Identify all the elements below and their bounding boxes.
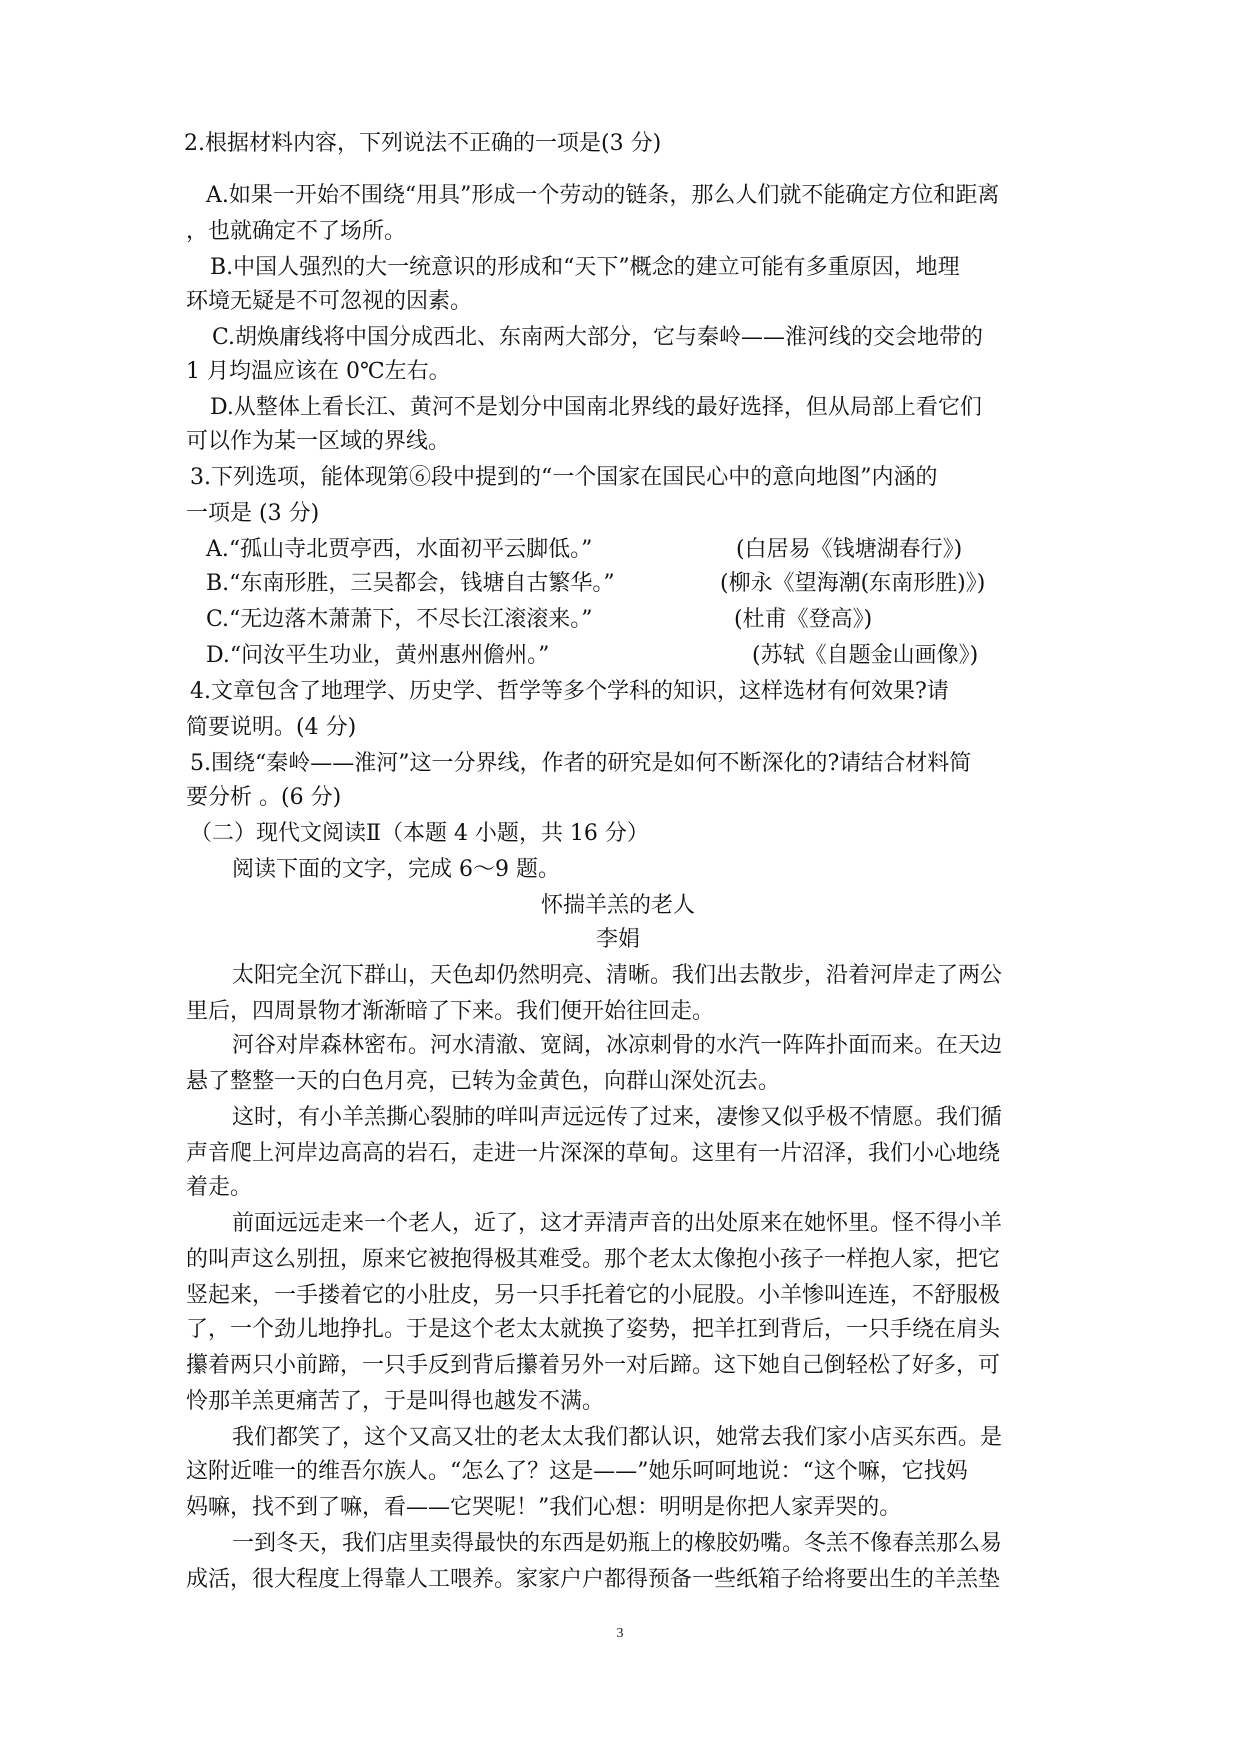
q3-option-d-source: (苏轼《自题金山画像》) xyxy=(752,643,979,668)
q2-option-d-line2: 可以作为某一区域的界线。 xyxy=(186,429,451,454)
q2-option-b-line1: B.中国人强烈的大一统意识的形成和“天下”概念的建立可能有多重原因，地理 xyxy=(210,255,960,280)
story-line: 竖起来，一手搂着它的小肚皮，另一只手托着它的小屁股。小羊惨叫连连，不舒服极 xyxy=(186,1283,1001,1308)
story-line: 这时，有小羊羔撕心裂肺的咩叫声远远传了过来，凄惨又似乎极不情愿。我们循 xyxy=(232,1105,1003,1130)
q5-line1: 5.围绕“秦岭——淮河”这一分界线，作者的研究是如何不断深化的?请结合材料简 xyxy=(190,751,972,776)
q4-line2: 简要说明。(4 分) xyxy=(186,715,357,740)
story-line: 河谷对岸森林密布。河水清澈、宽阔，冰凉刺骨的水汽一阵阵扑面而来。在天边 xyxy=(232,1033,1003,1058)
story-line: 成活，很大程度上得靠人工喂养。家家户户都得预备一些纸箱子给将要出生的羊羔垫 xyxy=(186,1567,1001,1592)
story-line: 悬了整整一天的白色月亮，已转为金黄色，向群山深处沉去。 xyxy=(186,1069,781,1094)
q4-line1: 4.文章包含了地理学、历史学、哲学等多个学科的知识，这样选材有何效果?请 xyxy=(190,679,949,704)
story-line: 怜那羊羔更痛苦了，于是叫得也越发不满。 xyxy=(186,1389,605,1414)
q3-option-b: B.“东南形胜，三吴都会，钱塘自古繁华。” xyxy=(206,571,615,596)
q3-option-a: A.“孤山寺北贾亭西，水面初平云脚低。” xyxy=(206,537,593,562)
q2-option-c-line1: C.胡焕庸线将中国分成西北、东南两大部分，它与秦岭——淮河线的交会地带的 xyxy=(212,325,984,350)
story-line: 的叫声这么别扭，原来它被抱得极其难受。那个老太太像抱小孩子一样抱人家，把它 xyxy=(186,1247,1001,1272)
q3-option-c: C.“无边落木萧萧下，不尽长江滚滚来。” xyxy=(206,607,593,632)
story-line: 攥着两只小前蹄，一只手反到背后攥着另外一对后蹄。这下她自己倒轻松了好多，可 xyxy=(186,1353,1001,1378)
q2-option-d-line1: D.从整体上看长江、黄河不是划分中国南北界线的最好选择，但从局部上看它们 xyxy=(210,395,982,420)
q3-option-c-source: (杜甫《登高》) xyxy=(734,607,873,632)
q3-option-d: D.“问汝平生功业，黄州惠州儋州。” xyxy=(206,643,550,668)
story-line: 一到冬天，我们店里卖得最快的东西是奶瓶上的橡胶奶嘴。冬羔不像春羔那么易 xyxy=(232,1531,1003,1556)
q2-option-c-line2: 1 月均温应该在 0℃左右。 xyxy=(186,359,451,384)
story-line: 声音爬上河岸边高高的岩石，走进一片深深的草甸。这里有一片沼泽，我们小心地绕 xyxy=(186,1141,1001,1166)
story-line: 这附近唯一的维吾尔族人。“怎么了？这是——”她乐呵呵地说：“这个嘛，它找妈 xyxy=(186,1459,968,1484)
story-line: 太阳完全沉下群山，天色却仍然明亮、清晰。我们出去散步，沿着河岸走了两公 xyxy=(232,963,1003,988)
q3-stem-line2: 一项是 (3 分) xyxy=(186,501,320,526)
q5-line2: 要分析 。(6 分) xyxy=(186,785,342,810)
q2-option-a-line2: ，也就确定不了场所。 xyxy=(186,219,407,244)
page-number: 3 xyxy=(616,1626,624,1641)
q3-option-b-source: (柳永《望海潮(东南形胜)》) xyxy=(720,571,986,596)
story-title: 怀揣羊羔的老人 xyxy=(540,893,695,918)
story-line: 里后，四周景物才渐渐暗了下来。我们便开始往回走。 xyxy=(186,999,715,1024)
story-line: 着走。 xyxy=(186,1175,253,1200)
section-heading: （二）现代文阅读Ⅱ（本题 4 小题，共 16 分） xyxy=(190,821,649,846)
story-line: 前面远远走来一个老人，近了，这才弄清声音的出处原来在她怀里。怪不得小羊 xyxy=(232,1211,1003,1236)
q2-stem: 2.根据材料内容，下列说法不正确的一项是(3 分) xyxy=(184,131,662,156)
q3-option-a-source: (白居易《钱塘湖春行》) xyxy=(736,537,963,562)
reading-instruction: 阅读下面的文字，完成 6～9 题。 xyxy=(232,857,560,882)
story-line: 妈嘛，找不到了嘛，看——它哭呢！”我们心想：明明是你把人家弄哭的。 xyxy=(186,1495,902,1520)
q2-option-a-line1: A.如果一开始不围绕“用具”形成一个劳动的链条，那么人们就不能确定方位和距离 xyxy=(206,183,1000,208)
story-line: 我们都笑了，这个又高又壮的老太太我们都认识，她常去我们家小店买东西。是 xyxy=(232,1425,1003,1450)
story-line: 了，一个劲儿地挣扎。于是这个老太太就换了姿势，把羊扛到背后，一只手绕在肩头 xyxy=(186,1317,1001,1342)
story-author: 李娟 xyxy=(595,927,640,952)
q2-option-b-line2: 环境无疑是不可忽视的因素。 xyxy=(186,289,473,314)
q3-stem-line1: 3.下列选项，能体现第⑥段中提到的“一个国家在国民心中的意向地图”内涵的 xyxy=(190,465,938,490)
